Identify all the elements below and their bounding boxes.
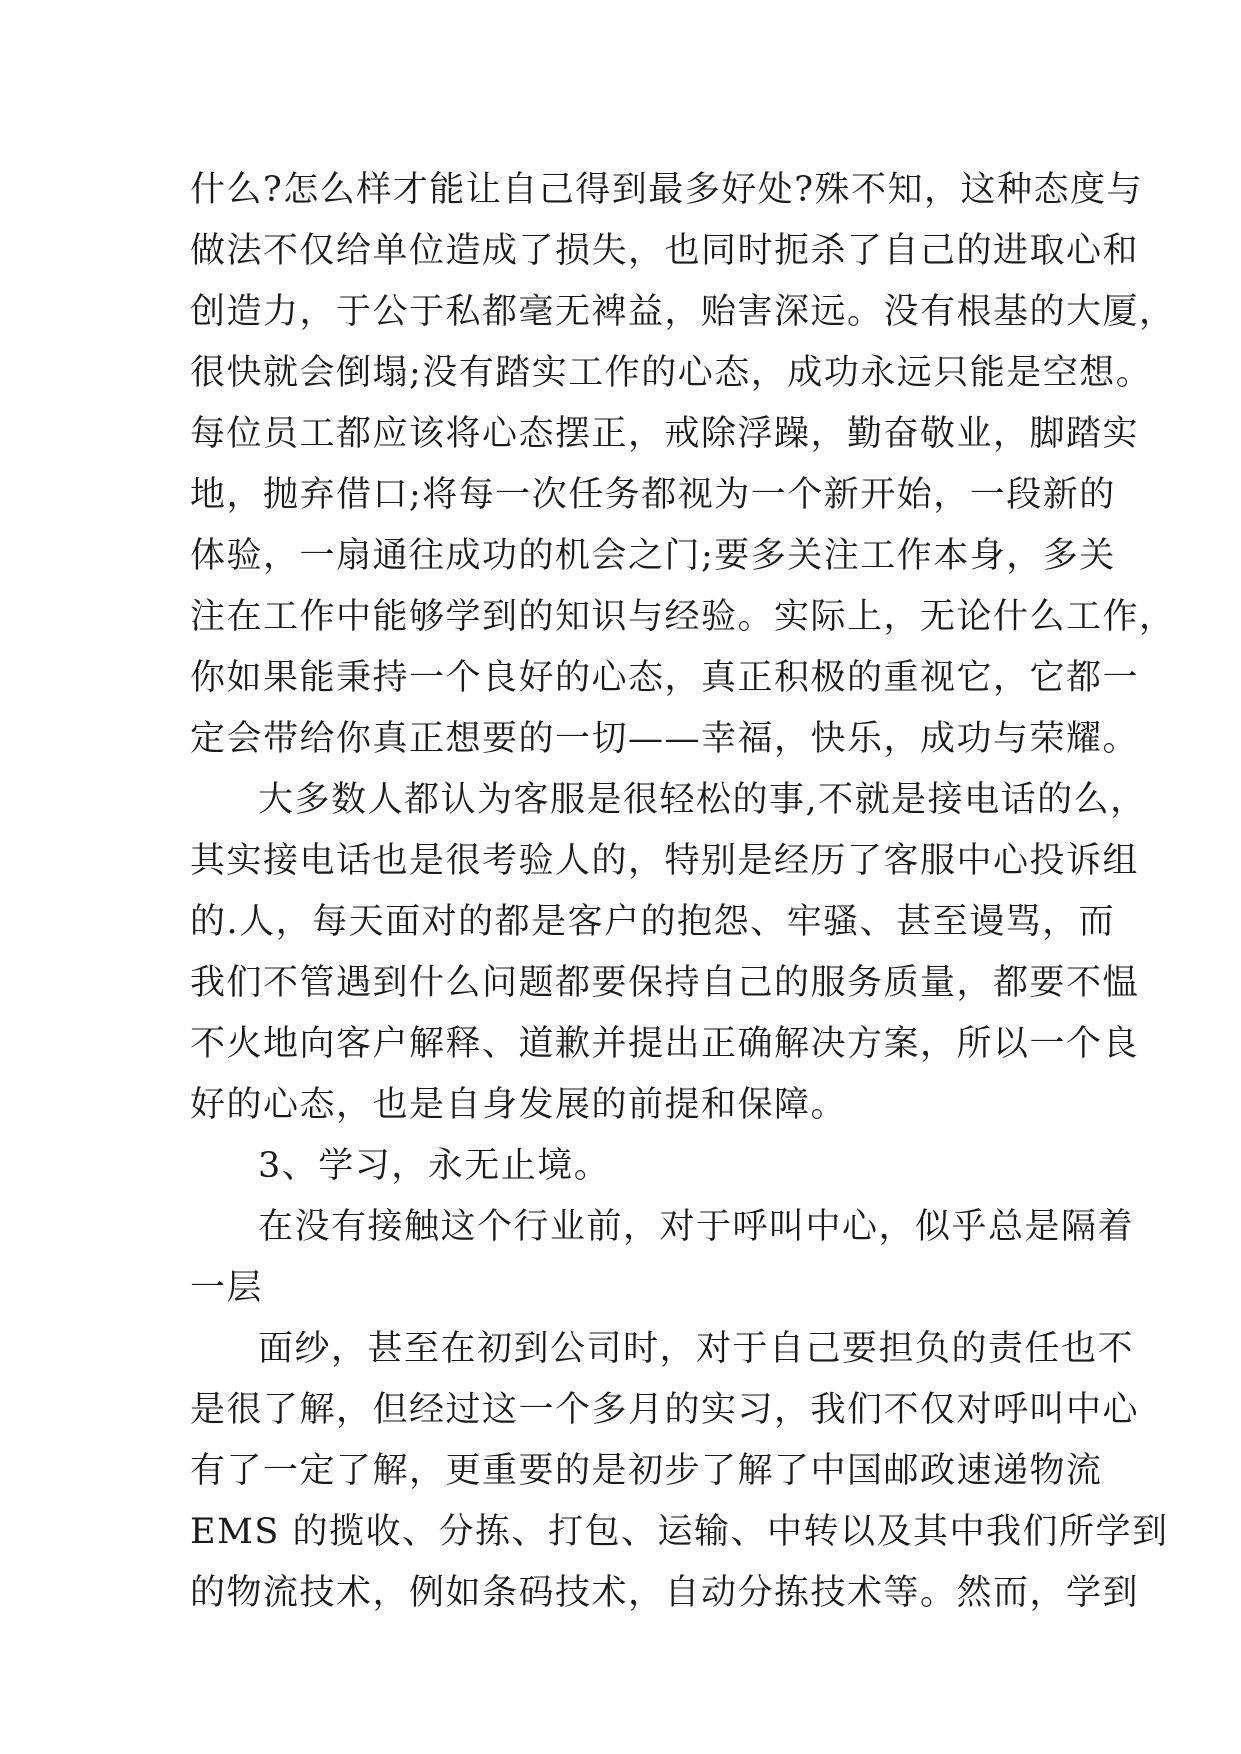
text-line: 很快就会倒塌;没有踏实工作的心态，成功永远只能是空想。 <box>190 353 1153 393</box>
text-line: 做法不仅给单位造成了损失，也同时扼杀了自己的进取心和 <box>190 231 1140 271</box>
text-line: 一层 <box>190 1268 264 1308</box>
text-line: 注在工作中能够学到的知识与经验。实际上，无论什么工作， <box>190 597 1176 637</box>
text-line: 的物流技术，例如条码技术，自动分拣技术等。然而，学到 <box>190 1573 1140 1613</box>
text-line: 有了一定了解，更重要的是初步了解了中国邮政速递物流 <box>190 1451 1103 1491</box>
paragraph-first-line: 面纱，甚至在初到公司时，对于自己要担负的责任也不 <box>258 1329 1135 1369</box>
text-line: 什么?怎么样才能让自己得到最多好处?殊不知，这种态度与 <box>190 170 1144 210</box>
paragraph-first-line: 3、学习，永无止境。 <box>258 1146 611 1186</box>
text-line: EMS 的揽收、分拣、打包、运输、中转以及其中我们所学到 <box>190 1512 1169 1552</box>
text-line: 我们不管遇到什么问题都要保持自己的服务质量，都要不愠 <box>190 963 1140 1003</box>
text-line: 好的心态，也是自身发展的前提和保障。 <box>190 1085 848 1125</box>
text-line: 体验，一扇通往成功的机会之门;要多关注工作本身，多关 <box>190 536 1116 576</box>
text-line: 地，抛弃借口;将每一次任务都视为一个新开始，一段新的 <box>190 475 1116 515</box>
text-line: 不火地向客户解释、道歉并提出正确解决方案，所以一个良 <box>190 1024 1140 1064</box>
text-line: 是很了解，但经过这一个多月的实习，我们不仅对呼叫中心 <box>190 1390 1140 1430</box>
text-line: 定会带给你真正想要的一切——幸福，快乐，成功与荣耀。 <box>190 719 1140 759</box>
body-text <box>190 160 1176 1624</box>
text-line: 创造力，于公于私都毫无裨益，贻害深远。没有根基的大厦， <box>190 292 1176 332</box>
text-line: 你如果能秉持一个良好的心态，真正积极的重视它，它都一 <box>190 658 1140 698</box>
text-line: 其实接电话也是很考验人的，特别是经历了客服中心投诉组 <box>190 841 1140 881</box>
text-line: 的.人，每天面对的都是客户的抱怨、牢骚、甚至谩骂，而 <box>190 902 1116 942</box>
paragraph-first-line: 在没有接触这个行业前，对于呼叫中心，似乎总是隔着 <box>258 1207 1135 1247</box>
paragraph-first-line: 大多数人都认为客服是很轻松的事,不就是接电话的么， <box>258 780 1147 820</box>
text-line: 每位员工都应该将心态摆正，戒除浮躁，勤奋敬业，脚踏实 <box>190 414 1140 454</box>
